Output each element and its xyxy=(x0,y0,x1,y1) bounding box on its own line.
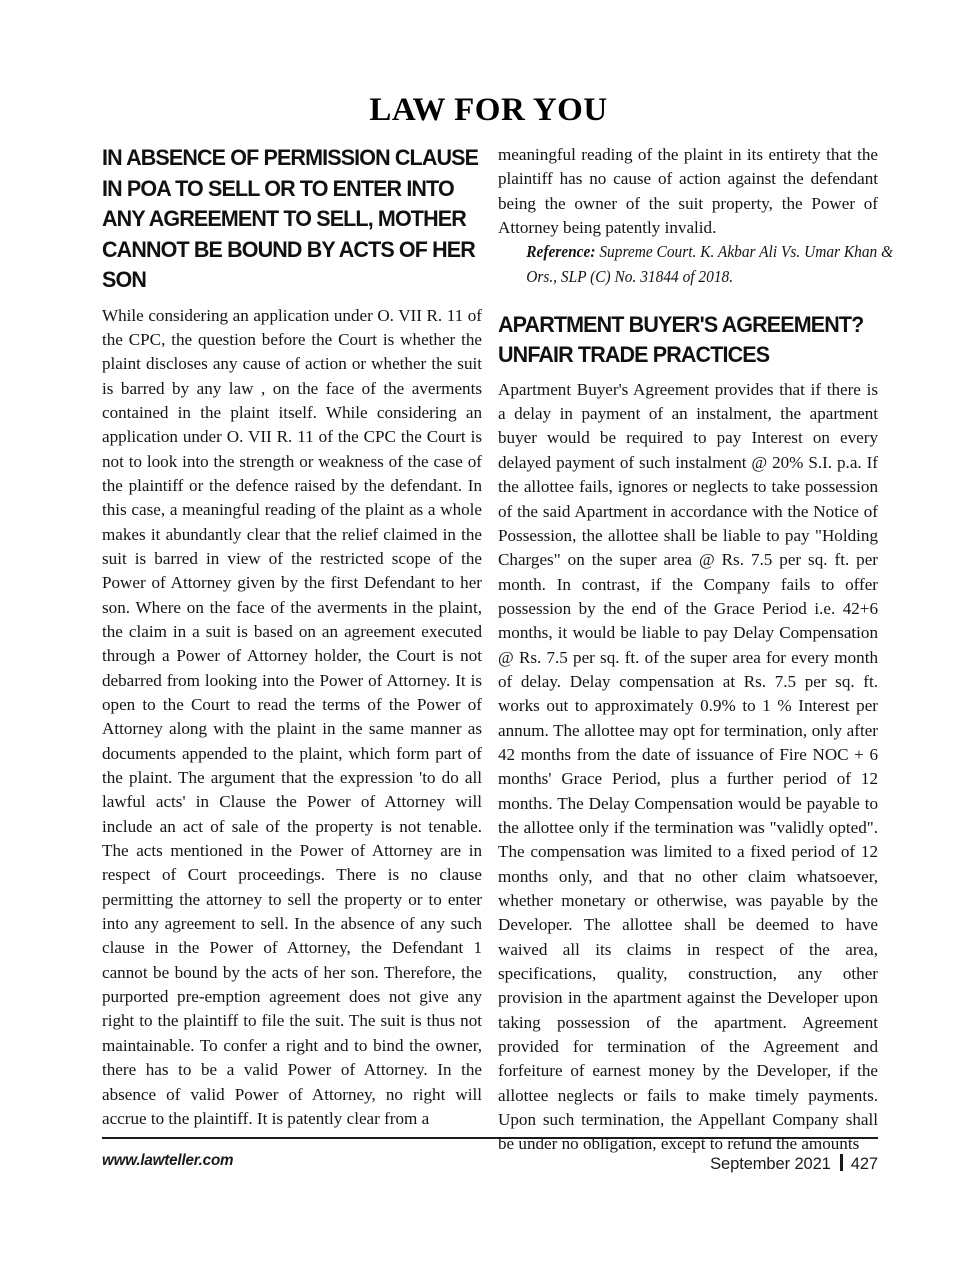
footer-website[interactable]: www.lawteller.com xyxy=(102,1152,234,1169)
article-columns xyxy=(102,143,894,1154)
right-article-heading: APARTMENT BUYER'S AGREEMENT? UNFAIR TRADE PRACTICES xyxy=(498,311,864,368)
footer-separator-icon xyxy=(840,1154,843,1171)
left-article-heading: IN ABSENCE OF PERMISSION CLAUSE IN POA TO SELL OR TO ENTER INTO ANY AGREEMENT TO SELL, MOTHER CANNOT BE BOUND BY ACTS OF HER SON xyxy=(102,145,479,292)
reference-label: Reference: xyxy=(526,242,596,262)
right-article-body-continued: meaningful reading of the plaint in its entirety that the plaintiff has no cause of action against the defendant being the owner of the suit property, the Power of Attorney being patently invalid. xyxy=(498,145,878,238)
masthead xyxy=(0,94,977,127)
right-column xyxy=(498,143,894,1157)
footer-issue-info xyxy=(710,1152,878,1174)
right-article-body: Apartment Buyer's Agreement provides that if there is a delay in payment of an instalment, the apartment buyer would be required to pay Interest on every delayed payment of such instalment @ 20% S.I. p.a. If the allottee fails, ignores or neglects to take possession of the said Apartment in accordance with the Notice of Possession, the allottee shall be liable to pay "Holding Charges" on the super area @ Rs. 7.5 per sq. ft. per month. In contrast, if the Company fails to offer possession by the end of the Grace Period i.e. 42+6 months, it would be liable to pay Delay Compensation @ Rs. 7.5 per sq. ft. of the super area for every month of delay. Delay compensation at Rs. 7.5 per sq. ft. works out to approximately 0.9% to 1 % Interest per annum. The allottee may opt for termination, only after 42 months from the date of issuance of Fire NOC + 6 months' Grace Period, plus a further period of 12 months. The Delay Compensation would be payable to the allottee only if the termination was "validly opted". The compensation was limited to a fixed period of 12 months only, and that no other claim whatsoever, whether monetary or otherwise, was payable by the Developer. The allottee shall be deemed to have waived all its claims in respect of the area, specifications, quality, construction, any other provision in the apartment against the Developer upon taking possession of the apartment. Agreement provided for termination of the Agreement and forfeiture of earnest money by the Developer, if the allottee neglects or fails to make timely payments. Upon such termination, the Appellant Company shall be under no obligation, except to refund the amounts xyxy=(498,379,878,1154)
left-article-body: While considering an application under O. VII R. 11 of the CPC, the question before the Court is whether the plaint discloses any cause of action or whether the suit is barred by any law , on the face of the averments contained in the plaint itself. While considering an application under O. VII R. 11 of the CPC the Court is not to look into the strength or weakness of the case of the plaintiff or the defence raised by the defendant. In this case, a meaningful reading of the plaint as a whole makes it abundantly clear that the relief claimed in the suit is barred in view of the restricted scope of the Power of Attorney given by the first Defendant to her son. Where on the face of the averments in the plaint, the claim in a suit is based on an agreement executed through a Power of Attorney holder, the Court is not debarred from looking into the Power of Attorney. It is open to the Court to read the terms of the Power of Attorney along with the plaint in the same manner as documents appended to the plaint, which form part of the plaint. The argument that the expression 'to do all lawful acts' in Clause the Power of Attorney will include an act of sale of the property is not tenable. The acts mentioned in the Power of Attorney are in respect of Court proceedings. There is no clause permitting the attorney to sell the property or to enter into any agreement to sell. In the absence of any such clause in the Power of Attorney, the Defendant 1 cannot be bound by the acts of her son. Therefore, the purported pre-emption agreement does not give any right to the plaintiff to file the suit. The suit is thus not maintainable. To confer a right and to bind the owner, there has to be a valid Power of Attorney. In the absence of valid Power of Attorney, no right will accrue to the plaintiff. It is patently clear from a xyxy=(102,305,482,1128)
page-title: LAW FOR YOU xyxy=(369,92,608,128)
footer-page-number: 427 xyxy=(850,1155,878,1173)
reference-citation xyxy=(498,240,915,288)
left-column xyxy=(102,143,482,1131)
footer-date: September 2021 xyxy=(710,1155,831,1173)
reference-text: Supreme Court. K. Akbar Ali Vs. Umar Khan & Ors., SLP (C) No. 31844 of 2018. xyxy=(526,242,894,286)
footer-divider xyxy=(102,1137,878,1139)
page-footer xyxy=(102,1152,878,1178)
